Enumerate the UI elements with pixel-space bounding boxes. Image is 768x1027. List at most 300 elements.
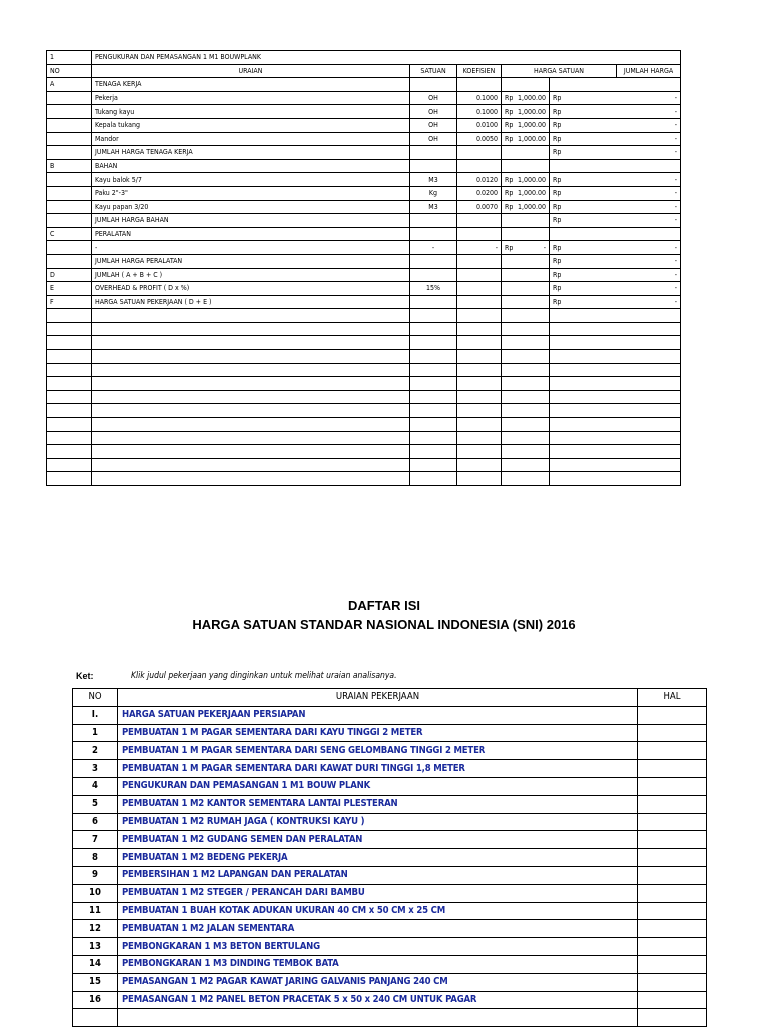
analysis-empty-row: [47, 336, 681, 350]
harga-value: 1,000.00: [517, 107, 546, 116]
work-item-link[interactable]: PEMBUATAN 1 M2 STEGER / PERANCAH DARI BAMBU: [122, 887, 365, 899]
row-uraian: TENAGA KERJA: [92, 78, 410, 92]
row-no: [47, 118, 92, 132]
row-satuan: OH: [410, 132, 457, 146]
header-no: NO: [73, 689, 118, 707]
currency-label: Rp: [505, 189, 514, 198]
contents-row-title-cell: [118, 724, 638, 742]
header-uraian: URAIAN: [92, 64, 410, 78]
row-harga-satuan: [502, 241, 550, 255]
empty-cell: [92, 377, 410, 391]
row-koefisien: [457, 159, 502, 173]
contents-row-no: 4: [73, 777, 118, 795]
analysis-row: [47, 159, 681, 173]
row-jumlah-harga: [550, 186, 681, 200]
empty-cell: [550, 431, 681, 445]
empty-cell: [47, 322, 92, 336]
currency-label: Rp: [553, 134, 562, 143]
currency-label: Rp: [553, 297, 562, 306]
analysis-row: [47, 214, 681, 228]
row-harga-satuan: [502, 173, 550, 187]
contents-row-title-cell: [118, 866, 638, 884]
contents-row-title-cell: [118, 973, 638, 991]
empty-cell: [410, 350, 457, 364]
harga-wrap: [502, 93, 549, 103]
jumlah-wrap: [550, 243, 680, 253]
harga-wrap: [502, 120, 549, 130]
analysis-empty-row: [47, 472, 681, 486]
row-no: [47, 200, 92, 214]
work-item-link[interactable]: PEMBUATAN 1 M2 JALAN SEMENTARA: [122, 922, 295, 934]
row-koefisien: 0.1000: [457, 91, 502, 105]
currency-label: Rp: [505, 202, 514, 211]
empty-cell: [502, 472, 550, 486]
empty-cell: [502, 363, 550, 377]
jumlah-wrap: [550, 120, 680, 130]
empty-cell: [410, 377, 457, 391]
analysis-empty-row: [47, 350, 681, 364]
contents-row-title-cell: [118, 955, 638, 973]
contents-row: [73, 866, 707, 884]
row-no: [47, 132, 92, 146]
row-jumlah-harga: [550, 78, 681, 92]
row-satuan: M3: [410, 173, 457, 187]
contents-row-hal: [638, 884, 707, 902]
empty-cell: [410, 418, 457, 432]
row-harga-satuan: [502, 268, 550, 282]
empty-cell: [502, 336, 550, 350]
empty-cell: [47, 350, 92, 364]
empty-cell: [550, 336, 681, 350]
analysis-row: [47, 295, 681, 309]
row-satuan: [410, 146, 457, 160]
contents-row-hal: [638, 920, 707, 938]
empty-cell: [502, 390, 550, 404]
row-koefisien: [457, 268, 502, 282]
jumlah-value: -: [674, 270, 678, 279]
jumlah-wrap: [550, 297, 680, 307]
currency-label: Rp: [553, 189, 562, 198]
currency-label: Rp: [505, 175, 514, 184]
empty-cell: [550, 445, 681, 459]
header-no: NO: [47, 64, 92, 78]
row-satuan: 15%: [410, 282, 457, 296]
row-koefisien: 0.1000: [457, 105, 502, 119]
empty-cell: [47, 363, 92, 377]
contents-row-no: 15: [73, 973, 118, 991]
empty-cell: [457, 458, 502, 472]
row-no: [47, 91, 92, 105]
harga-value: 1,000.00: [517, 121, 546, 130]
contents-row-hal: [638, 849, 707, 867]
currency-label: Rp: [553, 121, 562, 130]
contents-row-no: 16: [73, 991, 118, 1009]
row-no: F: [47, 295, 92, 309]
analysis-row: [47, 78, 681, 92]
row-harga-satuan: [502, 186, 550, 200]
empty-cell: [550, 472, 681, 486]
row-koefisien: [457, 78, 502, 92]
work-item-link[interactable]: PEMBUATAN 1 M2 RUMAH JAGA ( KONTRUKSI KAYU ): [122, 815, 365, 827]
empty-cell: [550, 322, 681, 336]
jumlah-value: -: [674, 94, 678, 103]
row-koefisien: 0.0070: [457, 200, 502, 214]
contents-row: [73, 760, 707, 778]
analysis-empty-row: [47, 445, 681, 459]
work-item-link[interactable]: PEMBUATAN 1 BUAH KOTAK ADUKAN UKURAN 40 CM x 50 CM x 25 CM: [122, 904, 445, 916]
empty-cell: [457, 336, 502, 350]
contents-table: [72, 688, 707, 1027]
row-satuan: OH: [410, 105, 457, 119]
currency-label: Rp: [505, 107, 514, 116]
harga-wrap: [502, 107, 549, 117]
analysis-row: [47, 200, 681, 214]
contents-row: [73, 831, 707, 849]
jumlah-value: -: [674, 107, 678, 116]
row-jumlah-harga: [550, 105, 681, 119]
jumlah-value: -: [674, 297, 678, 306]
row-jumlah-harga: [550, 200, 681, 214]
work-item-link[interactable]: PENGUKURAN DAN PEMASANGAN 1 M1 BOUW PLANK: [122, 780, 371, 792]
row-jumlah-harga: [550, 254, 681, 268]
analysis-row: [47, 173, 681, 187]
harga-value: 1,000.00: [517, 202, 546, 211]
row-jumlah-harga: [550, 214, 681, 228]
analysis-empty-row: [47, 322, 681, 336]
empty-cell: [47, 458, 92, 472]
analysis-row: [47, 241, 681, 255]
row-jumlah-harga: [550, 118, 681, 132]
contents-row-hal: [638, 831, 707, 849]
contents-row-title-cell: [118, 831, 638, 849]
currency-label: Rp: [553, 257, 562, 266]
empty-cell: [550, 363, 681, 377]
empty-cell: [457, 322, 502, 336]
empty-cell: [92, 363, 410, 377]
contents-row: [73, 920, 707, 938]
empty-cell: [550, 377, 681, 391]
row-harga-satuan: [502, 200, 550, 214]
note-label: Ket:: [76, 671, 94, 681]
currency-label: Rp: [553, 270, 562, 279]
row-no: [47, 241, 92, 255]
row-harga-satuan: [502, 91, 550, 105]
jumlah-value: -: [674, 257, 678, 266]
analysis-row: [47, 146, 681, 160]
row-no: E: [47, 282, 92, 296]
empty-cell: [457, 431, 502, 445]
currency-label: Rp: [553, 284, 562, 293]
empty-cell: [410, 458, 457, 472]
empty-cell: [92, 445, 410, 459]
contents-row-title-cell: [118, 813, 638, 831]
empty-cell: [457, 404, 502, 418]
contents-row-no: 8: [73, 849, 118, 867]
work-item-link[interactable]: PEMBERSIHAN 1 M2 LAPANGAN DAN PERALATAN: [122, 869, 348, 881]
row-uraian: -: [92, 241, 410, 255]
row-no: [47, 254, 92, 268]
item-number: 1: [47, 51, 92, 65]
jumlah-value: -: [674, 243, 678, 252]
analysis-row: [47, 186, 681, 200]
analysis-row: [47, 132, 681, 146]
row-koefisien: 0.0050: [457, 132, 502, 146]
contents-row-title-cell: [118, 706, 638, 724]
work-item-link[interactable]: PEMASANGAN 1 M2 PAGAR KAWAT JARING GALVANIS PANJANG 240 CM: [122, 976, 448, 988]
analysis-row: [47, 268, 681, 282]
empty-cell: [92, 458, 410, 472]
harga-value: -: [543, 243, 546, 252]
analysis-row: [47, 227, 681, 241]
work-item-link[interactable]: HARGA SATUAN PEKERJAAN PERSIAPAN: [122, 709, 306, 721]
analysis-row: [47, 254, 681, 268]
row-satuan: [410, 295, 457, 309]
empty-cell: [550, 418, 681, 432]
row-satuan: [410, 78, 457, 92]
jumlah-wrap: [550, 270, 680, 280]
empty-cell: [410, 322, 457, 336]
work-item-link[interactable]: PEMBONGKARAN 1 M3 BETON BERTULANG: [122, 940, 320, 952]
empty-cell: [92, 418, 410, 432]
row-satuan: [410, 159, 457, 173]
empty-cell: [457, 377, 502, 391]
empty-cell: [457, 418, 502, 432]
row-harga-satuan: [502, 132, 550, 146]
empty-cell: [47, 418, 92, 432]
analysis-table: [46, 50, 681, 486]
row-harga-satuan: [502, 295, 550, 309]
empty-cell: [550, 458, 681, 472]
row-no: [47, 173, 92, 187]
row-satuan: M3: [410, 200, 457, 214]
contents-row: [73, 706, 707, 724]
empty-cell: [47, 390, 92, 404]
row-satuan: OH: [410, 118, 457, 132]
row-satuan: OH: [410, 91, 457, 105]
row-uraian: OVERHEAD & PROFIT ( D x %): [92, 282, 410, 296]
work-item-link[interactable]: PEMBUATAN 1 M PAGAR SEMENTARA DARI KAWAT DURI TINGGI 1,8 METER: [122, 762, 465, 774]
empty-cell: [502, 431, 550, 445]
row-koefisien: [457, 254, 502, 268]
header-hal: HAL: [638, 689, 707, 707]
row-uraian: Kayu balok 5/7: [92, 173, 410, 187]
work-item-link[interactable]: PEMBUATAN 1 M PAGAR SEMENTARA DARI SENG GELOMBANG TINGGI 2 METER: [122, 744, 486, 756]
row-jumlah-harga: [550, 295, 681, 309]
contents-row-hal: [638, 760, 707, 778]
jumlah-wrap: [550, 256, 680, 266]
empty-cell: [410, 309, 457, 323]
contents-row-title-cell: [118, 849, 638, 867]
row-uraian: Mandor: [92, 132, 410, 146]
empty-cell: [457, 390, 502, 404]
contents-row-hal: [638, 742, 707, 760]
row-no: [47, 105, 92, 119]
harga-value: 1,000.00: [517, 189, 546, 198]
row-uraian: Tukang kayu: [92, 105, 410, 119]
empty-cell: [92, 472, 410, 486]
row-no: [47, 146, 92, 160]
row-jumlah-harga: [550, 173, 681, 187]
empty-cell: [92, 309, 410, 323]
row-jumlah-harga: [550, 146, 681, 160]
row-uraian: Paku 2"-3": [92, 186, 410, 200]
empty-cell: [92, 431, 410, 445]
jumlah-wrap: [550, 134, 680, 144]
row-satuan: [410, 227, 457, 241]
empty-cell: [457, 445, 502, 459]
contents-row-no: 7: [73, 831, 118, 849]
empty-cell: [502, 445, 550, 459]
row-uraian: JUMLAH HARGA PERALATAN: [92, 254, 410, 268]
row-koefisien: -: [457, 241, 502, 255]
jumlah-wrap: [550, 188, 680, 198]
empty-cell: [47, 472, 92, 486]
empty-cell: [457, 309, 502, 323]
contents-row: [73, 973, 707, 991]
work-item-link[interactable]: PEMBUATAN 1 M2 BEDENG PEKERJA: [122, 851, 288, 863]
row-no: B: [47, 159, 92, 173]
analysis-row: [47, 105, 681, 119]
row-jumlah-harga: [550, 159, 681, 173]
contents-row-title-cell: [118, 742, 638, 760]
contents-row-no: 12: [73, 920, 118, 938]
contents-row-no: 11: [73, 902, 118, 920]
empty-cell: [92, 404, 410, 418]
row-harga-satuan: [502, 146, 550, 160]
currency-label: Rp: [553, 216, 562, 225]
contents-row-no: 1: [73, 724, 118, 742]
harga-value: 1,000.00: [517, 175, 546, 184]
analysis-empty-row: [47, 431, 681, 445]
header-satuan: SATUAN: [410, 64, 457, 78]
analysis-empty-row: [47, 363, 681, 377]
jumlah-value: -: [674, 134, 678, 143]
row-satuan: [410, 214, 457, 228]
contents-row-hal: [638, 795, 707, 813]
empty-cell: [92, 350, 410, 364]
empty-cell: [502, 322, 550, 336]
currency-label: Rp: [505, 243, 514, 252]
row-harga-satuan: [502, 159, 550, 173]
jumlah-wrap: [550, 147, 680, 157]
row-no: D: [47, 268, 92, 282]
empty-cell: [410, 336, 457, 350]
jumlah-wrap: [550, 93, 680, 103]
analysis-row: [47, 118, 681, 132]
row-uraian: JUMLAH ( A + B + C ): [92, 268, 410, 282]
row-jumlah-harga: [550, 91, 681, 105]
row-harga-satuan: [502, 227, 550, 241]
work-item-link[interactable]: PEMBONGKARAN 1 M3 DINDING TEMBOK BATA: [122, 958, 339, 970]
currency-label: Rp: [553, 148, 562, 157]
empty-cell: [47, 377, 92, 391]
currency-label: Rp: [505, 134, 514, 143]
contents-row-no: 10: [73, 884, 118, 902]
contents-row-hal: [638, 724, 707, 742]
row-no: [47, 186, 92, 200]
row-koefisien: [457, 146, 502, 160]
empty-cell: [47, 309, 92, 323]
contents-row-hal: [638, 706, 707, 724]
work-item-link[interactable]: PEMASANGAN 1 M2 PANEL BETON PRACETAK 5 x 50 x 240 CM UNTUK PAGAR: [122, 993, 477, 1005]
empty-cell: [457, 350, 502, 364]
empty-cell: [550, 309, 681, 323]
row-jumlah-harga: [550, 241, 681, 255]
currency-label: Rp: [553, 202, 562, 211]
empty-cell: [410, 445, 457, 459]
analysis-empty-row: [47, 390, 681, 404]
contents-row: [73, 902, 707, 920]
empty-cell: [410, 404, 457, 418]
harga-value: 1,000.00: [517, 134, 546, 143]
contents-row-no: I.: [73, 706, 118, 724]
row-no: [47, 214, 92, 228]
contents-row-title-cell: [118, 920, 638, 938]
empty-cell: [457, 363, 502, 377]
contents-row-no: 5: [73, 795, 118, 813]
row-harga-satuan: [502, 105, 550, 119]
contents-row-title-cell: [118, 760, 638, 778]
contents-row-hal: [638, 866, 707, 884]
header-uraian-pekerjaan: URAIAN PEKERJAAN: [118, 689, 638, 707]
work-item-link[interactable]: PEMBUATAN 1 M2 GUDANG SEMEN DAN PERALATAN: [122, 833, 363, 845]
currency-label: Rp: [553, 94, 562, 103]
row-koefisien: 0.0100: [457, 118, 502, 132]
contents-row: [73, 849, 707, 867]
row-uraian: HARGA SATUAN PEKERJAAN ( D + E ): [92, 295, 410, 309]
jumlah-value: -: [674, 284, 678, 293]
row-uraian: JUMLAH HARGA TENAGA KERJA: [92, 146, 410, 160]
jumlah-value: -: [674, 175, 678, 184]
contents-row-no: 9: [73, 866, 118, 884]
contents-header-row: [73, 689, 707, 707]
contents-row-hal: [638, 777, 707, 795]
row-uraian: Pekerja: [92, 91, 410, 105]
currency-label: Rp: [553, 107, 562, 116]
harga-value: 1,000.00: [517, 94, 546, 103]
contents-row-no: 14: [73, 955, 118, 973]
contents-row-title-cell: [118, 938, 638, 956]
empty-cell: [550, 390, 681, 404]
jumlah-value: -: [674, 216, 678, 225]
contents-row: [73, 742, 707, 760]
row-harga-satuan: [502, 214, 550, 228]
contents-row-hal: [638, 955, 707, 973]
analysis-row: [47, 282, 681, 296]
jumlah-value: -: [674, 189, 678, 198]
work-item-link[interactable]: PEMBUATAN 1 M PAGAR SEMENTARA DARI KAYU TINGGI 2 METER: [122, 726, 423, 738]
empty-cell: [502, 458, 550, 472]
contents-row-no: 3: [73, 760, 118, 778]
page-title: DAFTAR ISI: [348, 598, 420, 613]
contents-row-hal: [638, 973, 707, 991]
contents-row: [73, 955, 707, 973]
currency-label: Rp: [553, 175, 562, 184]
contents-row: [73, 938, 707, 956]
work-item-link[interactable]: PEMBUATAN 1 M2 KANTOR SEMENTARA LANTAI PLESTERAN: [122, 798, 398, 810]
empty-cell: [92, 390, 410, 404]
empty-cell: [47, 431, 92, 445]
row-koefisien: 0.0200: [457, 186, 502, 200]
analysis-item-row: [47, 51, 681, 65]
empty-cell: [47, 336, 92, 350]
contents-row: [73, 777, 707, 795]
row-harga-satuan: [502, 78, 550, 92]
currency-label: Rp: [505, 94, 514, 103]
empty-cell: [457, 472, 502, 486]
row-harga-satuan: [502, 282, 550, 296]
header-jumlah-harga: JUMLAH HARGA: [617, 64, 681, 78]
